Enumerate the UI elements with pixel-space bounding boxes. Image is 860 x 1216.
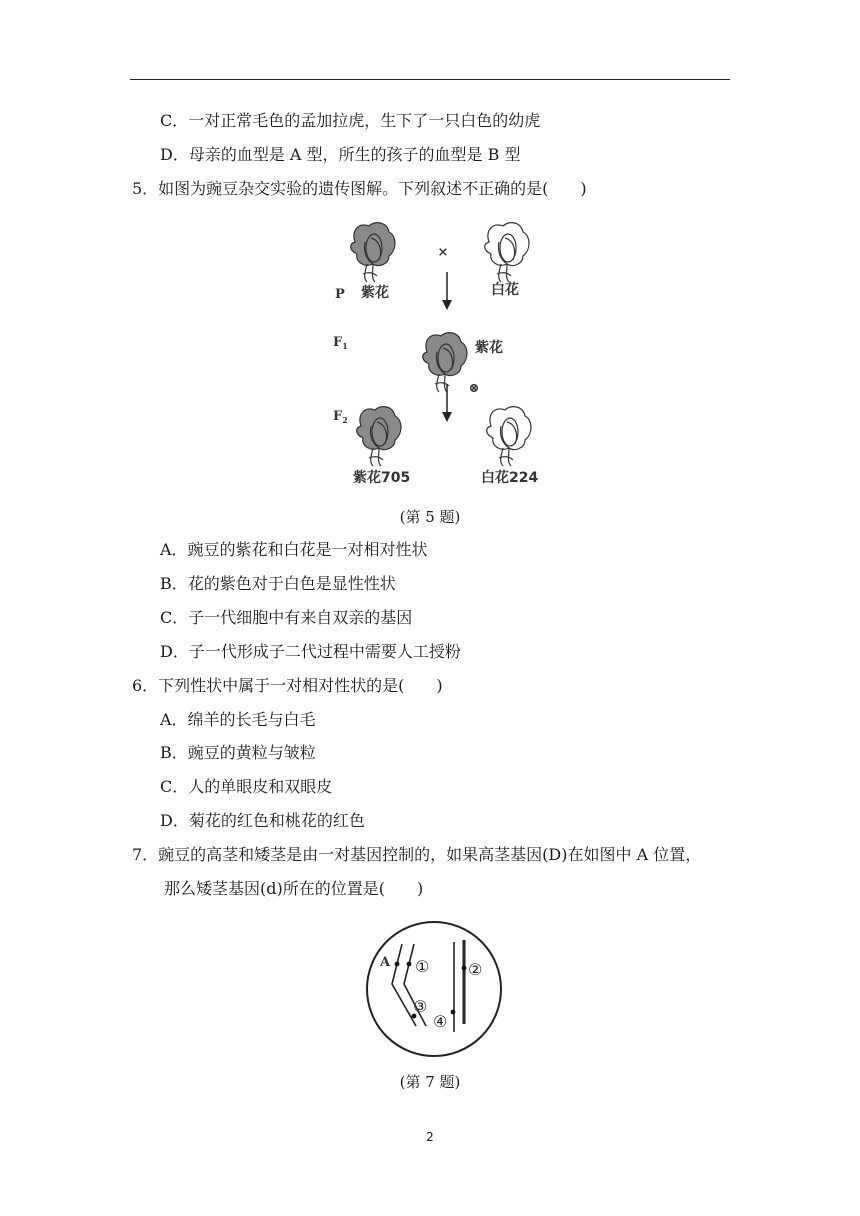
q4-option-c: C．一对正常毛色的孟加拉虎，生下了一只白色的幼虎 [160,111,541,130]
q4-option-d: D．母亲的血型是 A 型，所生的孩子的血型是 B 型 [160,145,521,164]
q5-inheritance-diagram [325,212,545,492]
q5-stem: 5．如图为豌豆杂交实验的遗传图解。下列叙述不正确的是( ) [132,179,587,198]
f1-purple-flower-icon [423,333,467,392]
f2-label: $F_2$ [333,409,348,425]
f2-right-label: 白花224 [481,470,539,486]
f2-purple-flower-icon [357,407,401,466]
position-2-label: ② [468,960,483,979]
f2-left-label: 紫花705 [353,470,411,486]
self-cross-symbol: ⊗ [468,381,480,396]
q5-option-a: A．豌豆的紫花和白花是一对相对性状 [160,540,428,559]
cross-symbol: × [437,245,449,260]
q6-option-d: D．菊花的红色和桃花的红色 [160,811,365,830]
q7-chromosome-diagram [364,918,504,1060]
p-right-label: 白花 [491,282,519,298]
p-left-label: 紫花 [361,285,389,301]
p-purple-flower-icon [351,223,395,282]
q5-option-d: D．子一代形成子二代过程中需要人工授粉 [160,642,461,661]
q5-caption: (第 5 题) [399,508,461,526]
position-4-label: ④ [433,1012,448,1031]
position-1-label: ① [415,957,430,976]
f1-flower-label: 紫花 [475,340,503,356]
q6-stem: 6．下列性状中属于一对相对性状的是( ) [132,676,443,695]
q7-stem-line1: 7．豌豆的高茎和矮茎是由一对基因控制的，如果高茎基因(D)在如图中 A 位置， [132,845,702,864]
position-3-label: ③ [413,997,428,1016]
q7-stem-line2: 那么矮茎基因(d)所在的位置是( ) [164,879,424,898]
header-rule [130,79,730,80]
p-white-flower-icon [485,223,529,282]
f1-label: $F_1$ [333,335,348,351]
q6-option-b: B．豌豆的黄粒与皱粒 [160,743,316,762]
f2-white-flower-icon [487,407,531,466]
q5-option-c: C．子一代细胞中有来自双亲的基因 [160,608,413,627]
position-a-label: A [380,955,391,970]
q6-option-c: C．人的单眼皮和双眼皮 [160,777,333,796]
q7-caption: (第 7 题) [399,1073,461,1091]
q6-option-a: A．绵羊的长毛与白毛 [160,710,316,729]
q5-option-b: B．花的紫色对于白色是显性性状 [160,574,396,593]
page-number: 2 [426,1130,434,1144]
p-generation-label: P [335,287,345,302]
